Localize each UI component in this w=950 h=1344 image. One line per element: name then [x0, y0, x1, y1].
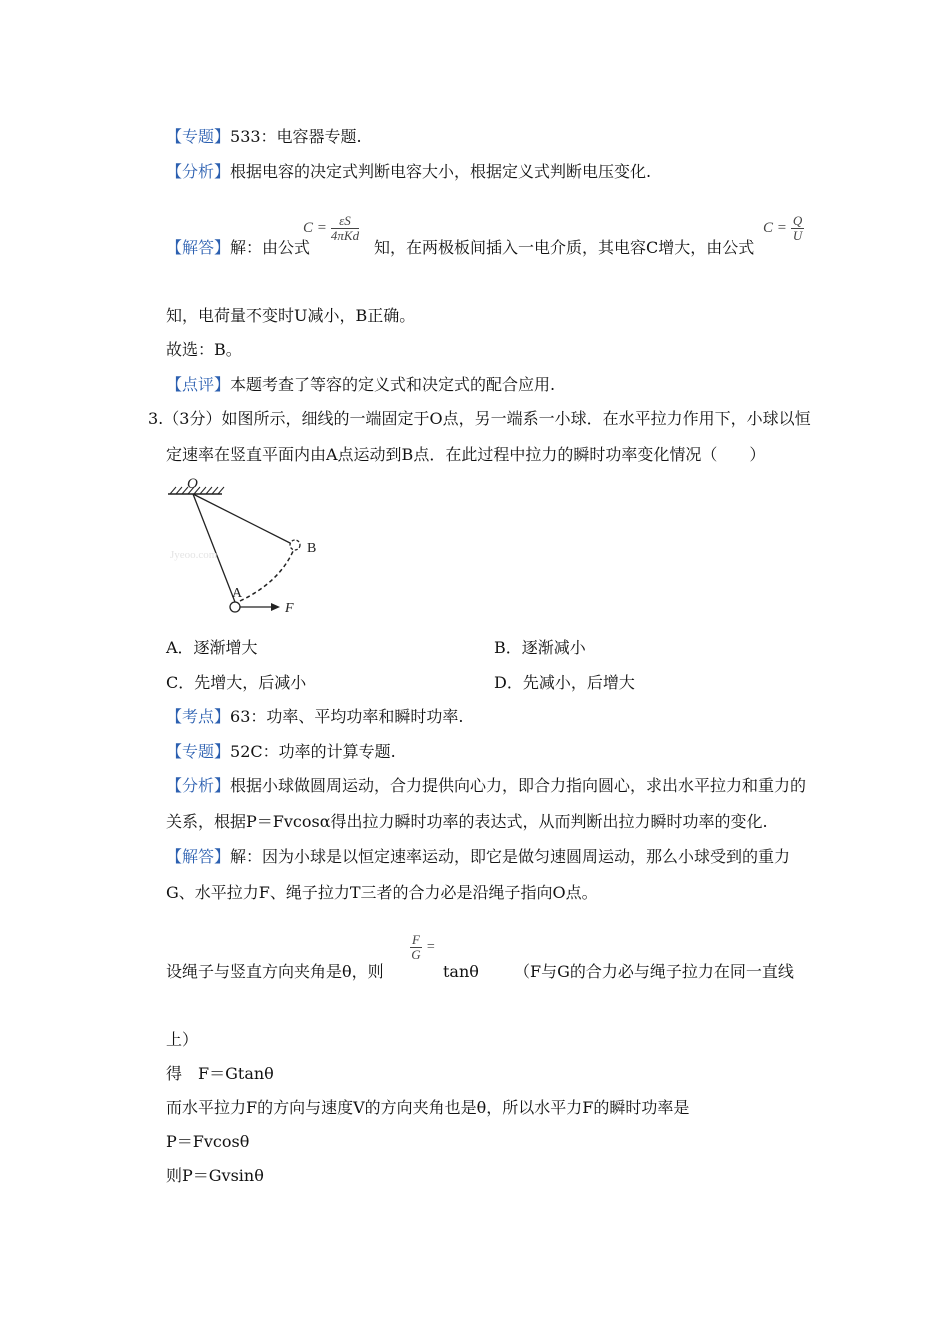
q2-solution-text-a: 解：由公式: [230, 238, 311, 257]
tag-special-q3: 【专题】: [166, 742, 231, 761]
label-b: B: [307, 541, 317, 556]
q2-comment-text: 本题考查了等容的定义式和决定式的配合应用.: [230, 375, 556, 394]
tan-denominator: G: [411, 947, 421, 962]
q3-solution-line7: P＝Fvcosθ: [166, 1132, 250, 1151]
q3-stem-line2: 定速率在竖直平面内由A点运动到B点．在此过程中拉力的瞬时功率变化情况（ ）: [166, 445, 766, 464]
option-d: D．先减小，后增大: [494, 673, 635, 692]
q3-solution-line8: 则P＝Gvsinθ: [166, 1166, 264, 1185]
tan-formula: [410, 933, 435, 962]
force-arrow-head: [271, 603, 280, 611]
capacitance-formula-decisive: [303, 214, 359, 243]
tag-point: 【考点】: [166, 707, 231, 726]
pendulum-diagram: [160, 474, 340, 624]
string-to-a: [193, 494, 235, 602]
tan-fraction: [410, 933, 422, 962]
q3-analysis-text1: 根据小球做圆周运动，合力提供向心力，即合力指向圆心，求出水平拉力和重力的: [230, 776, 807, 795]
label-f: F: [285, 601, 294, 616]
q3-solution-line3a: 设绳子与竖直方向夹角是θ，则: [166, 962, 384, 981]
tag-solution: 【解答】: [166, 238, 231, 257]
label-a: A: [232, 586, 243, 601]
formula2-lhs: C =: [763, 220, 787, 237]
formula1-fraction: [331, 214, 359, 243]
option-a: A．逐渐增大: [166, 638, 258, 657]
tag-special: 【专题】: [166, 127, 231, 146]
q2-special-text: 533：电容器专题.: [230, 127, 362, 146]
tag-analysis-q3: 【分析】: [166, 776, 231, 795]
q3-point-line: [166, 706, 463, 728]
q2-solution-line2: 知，电荷量不变时U减小，B正确。: [166, 306, 416, 325]
option-b: B．逐渐减小: [494, 638, 586, 657]
option-c: C．先增大，后减小: [166, 673, 307, 692]
tag-comment: 【点评】: [166, 375, 231, 394]
q3-point-text: 63：功率、平均功率和瞬时功率.: [230, 707, 464, 726]
formula2-fraction: [791, 214, 804, 243]
q3-analysis-line1: [166, 775, 806, 797]
tag-analysis: 【分析】: [166, 162, 231, 181]
q2-solution-line3: 故选：B。: [166, 340, 242, 359]
watermark: Jyeoo.com: [170, 549, 218, 561]
q3-solution-line1: [166, 846, 790, 868]
formula1-numerator: εS: [331, 214, 359, 229]
q2-analysis-line: [166, 161, 651, 183]
arc-path: [240, 549, 294, 601]
tan-numerator: F: [412, 932, 420, 947]
q3-solution-line4: 上）: [166, 1030, 199, 1049]
q3-solution-line3b: tanθ: [443, 962, 479, 981]
q2-solution-line1: [166, 237, 310, 259]
q2-solution-text-b: 知，在两极板间插入一电介质，其电容C增大，由公式: [374, 238, 755, 257]
q3-solution-line6: 而水平拉力F的方向与速度V的方向夹角也是θ，所以水平力F的瞬时功率是: [166, 1098, 690, 1117]
formula1-denominator: 4πKd: [330, 228, 360, 243]
q3-solution-line5: 得 F＝Gtanθ: [166, 1064, 274, 1083]
q3-stem-line1: 3.（3分）如图所示，细线的一端固定于O点，另一端系一小球．在水平拉力作用下，小球以恒: [148, 409, 811, 428]
formula2-numerator: Q: [792, 213, 803, 228]
q2-comment-line: [166, 374, 555, 396]
q3-analysis-line2: 关系，根据P＝Fvcosα得出拉力瞬时功率的表达式，从而判断出拉力瞬时功率的变化.: [166, 812, 768, 831]
q3-solution-line3c: （F与G的合力必与绳子拉力在同一直线: [514, 962, 794, 981]
capacitance-formula-definition: [763, 214, 804, 243]
tag-solution-q3: 【解答】: [166, 847, 231, 866]
formula2-denominator: U: [792, 228, 803, 243]
q3-special-line: [166, 741, 396, 763]
q3-solution-line2: G、水平拉力F、绳子拉力T三者的合力必是沿绳子指向O点。: [166, 883, 598, 902]
q2-analysis-text: 根据电容的决定式判断电容大小，根据定义式判断电压变化.: [230, 162, 652, 181]
q3-special-text: 52C：功率的计算专题.: [230, 742, 396, 761]
string-to-b: [193, 494, 292, 544]
q3-solution-text1: 解：因为小球是以恒定速率运动，即它是做匀速圆周运动，那么小球受到的重力: [230, 847, 791, 866]
formula1-lhs: C =: [303, 220, 327, 237]
q2-special-line: [166, 126, 362, 148]
ball-b: [290, 540, 300, 550]
ball-a: [230, 602, 240, 612]
tan-equals: =: [425, 939, 436, 955]
label-o: O: [187, 476, 198, 492]
